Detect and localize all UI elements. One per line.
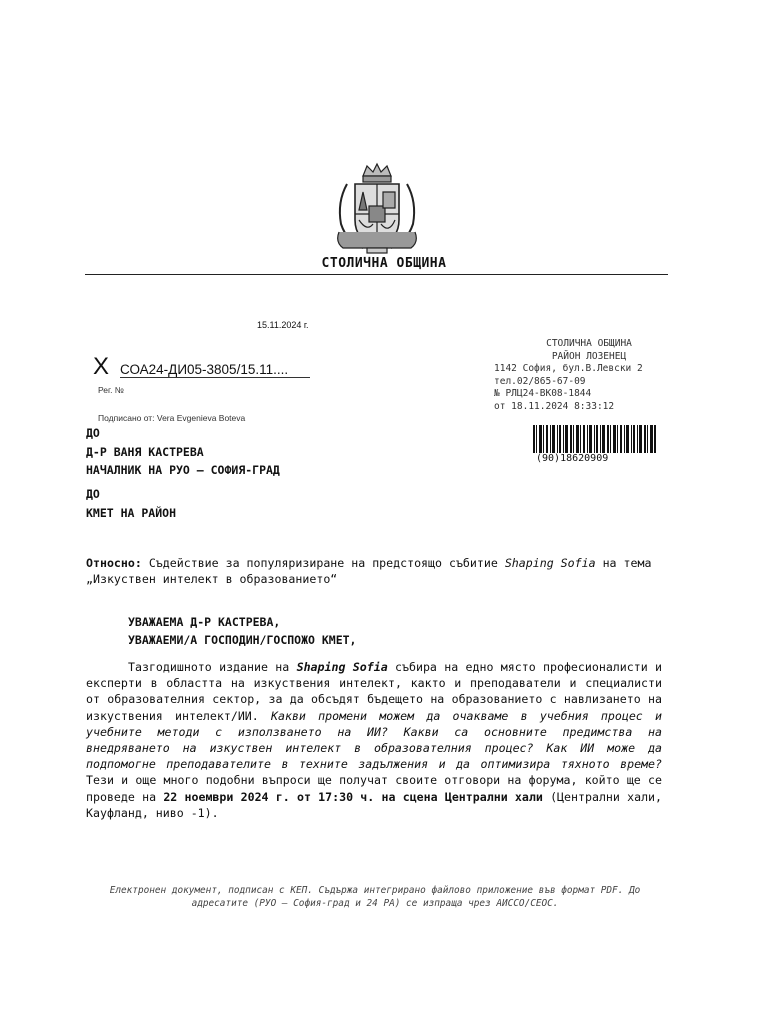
stamp-line: РАЙОН ЛОЗЕНЕЦ [551, 350, 627, 362]
addressee-title: КМЕТ НА РАЙОН [86, 505, 177, 520]
header-divider [85, 274, 668, 275]
addressee-1 [86, 424, 280, 480]
event-date: 22 ноември 2024 г. от 17:30 ч. [163, 789, 375, 804]
registration-mark: X [93, 353, 110, 380]
addressee-to: ДО [86, 426, 100, 440]
barcode-number: (90)18620909 [536, 453, 609, 464]
barcode-icon [533, 425, 657, 453]
body-text: събира на едно място професионалисти и експерти в областта на изкуствения интелект, както и преподаватели и специалисти от образователния сектор, за да обсъдят бъдещето на образованието с навлизането на изкуствения интелект/ИИ. [86, 660, 663, 723]
subject-text: на тема „Изкуствен интелект в образованието“ [86, 556, 652, 587]
stamp-line: № РЛЦ24-ВК08-1844 [494, 388, 592, 399]
body-text: Тазгодишното издание на [128, 660, 290, 674]
organization-name: СТОЛИЧНА ОБЩИНА [321, 256, 447, 271]
registration-label: Рег. № [98, 385, 124, 395]
body-questions: Какви промени можем да очакваме в учебния процес и учебните методи с използването на ИИ? Какви са основните предимства на внедряването на изкуствен интелект в образователния процес? Как ИИ може да подпомогне преподавателите в техните задължения и да оптимизира тяхното време? [86, 708, 662, 772]
event-venue: на сцена Централни хали [381, 789, 543, 804]
salutation [128, 613, 356, 649]
body-paragraph [86, 659, 662, 821]
stamp-line: тел.02/865-67-09 [494, 375, 586, 387]
addressee-name: Д-Р ВАНЯ КАСТРЕВА [86, 444, 204, 459]
event-name: Shaping Sofia [504, 556, 596, 570]
registration-underline [120, 377, 310, 378]
subject-text: Съдействие за популяризиране на предстоящо събитие [148, 556, 498, 570]
registration-number: СОА24-ДИ05-3805/15.11.... [120, 362, 289, 377]
coat-of-arms-icon [333, 162, 421, 254]
stamp-line: от 18.11.2024 8:33:12 [494, 400, 615, 412]
body-text: Тези и още много подобни въпроси ще получат своите отговори на форума, който ще се проведе на [86, 773, 662, 804]
stamp-line: 1142 София, бул.В.Левски 2 [494, 363, 643, 374]
addressee-2 [86, 485, 176, 522]
event-venue-detail: (Централни хали, Кауфланд, ниво -1). [86, 789, 663, 820]
addressee-title: НАЧАЛНИК НА РУО – СОФИЯ-ГРАД [86, 463, 280, 477]
signed-by: Подписано от: Vera Evgenieva Boteva [98, 413, 246, 423]
subject-label: Относно: [86, 556, 142, 570]
subject [86, 555, 664, 587]
stamp-line: СТОЛИЧНА ОБЩИНА [546, 338, 632, 349]
salutation-line: УВАЖАЕМИ/А ГОСПОДИН/ГОСПОЖО КМЕТ, [128, 633, 357, 647]
addressee-to: ДО [86, 487, 100, 501]
registration-date: 15.11.2024 г. [257, 320, 309, 330]
footnote: Електронен документ, подписан с КЕП. Съдържа интегрирано файлово приложение във формат PDF. До адресатите (РУО – София-град и 24 РА) се изпраща чрез АИССО/СЕОС. [109, 885, 641, 909]
incoming-stamp [494, 338, 684, 413]
salutation-line: УВАЖАЕМА Д-Р КАСТРЕВА, [128, 615, 281, 629]
event-name: Shaping Sofia [296, 660, 388, 674]
